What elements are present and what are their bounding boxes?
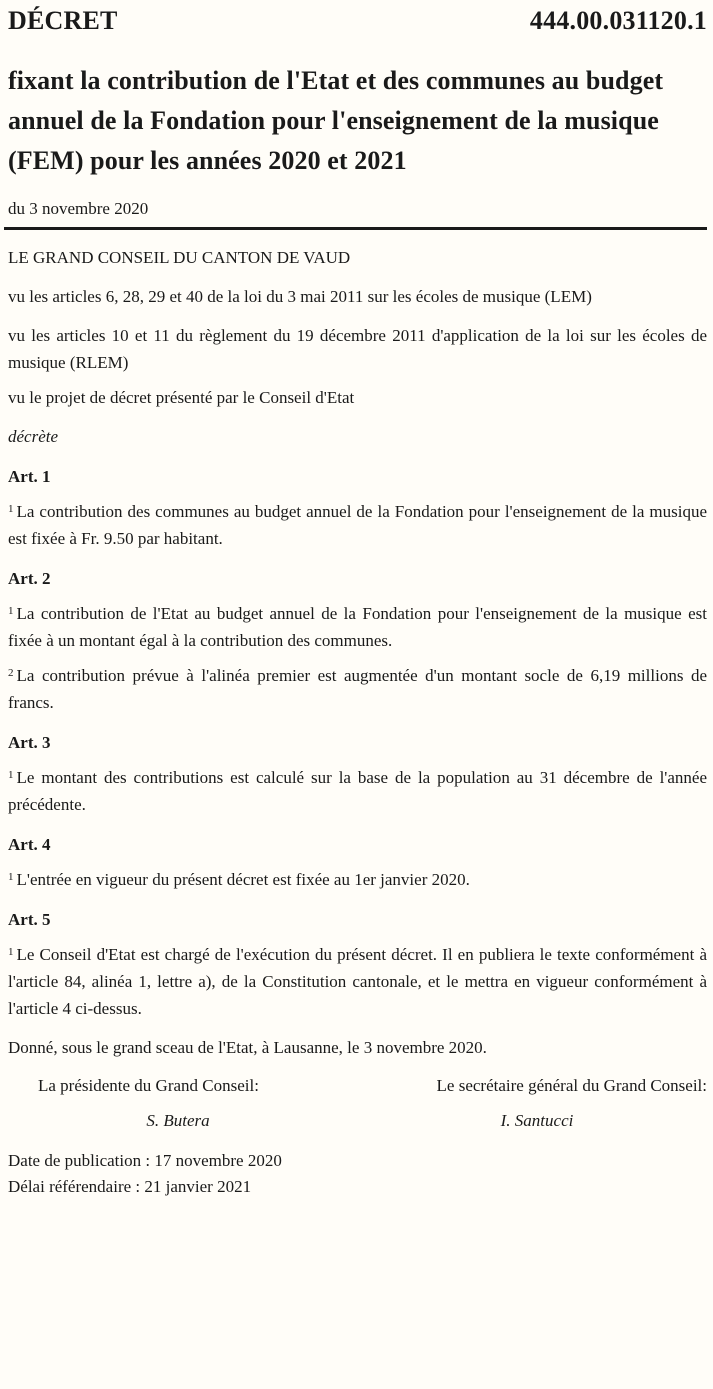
article-paragraph — [8, 764, 707, 818]
article-heading: Art. 5 — [8, 910, 51, 929]
article-paragraph — [8, 866, 707, 893]
paragraph-number: 1 — [8, 503, 14, 515]
paragraph-number: 1 — [8, 769, 14, 781]
preamble-vu-2: vu les articles 10 et 11 du règlement du 19 décembre 2011 d'application de la loi sur les écoles de musique (RLEM) — [8, 326, 707, 372]
paragraph-number: 1 — [8, 946, 14, 958]
paragraph-text: Le Conseil d'Etat est chargé de l'exécution du présent décret. Il en publiera le texte conformément à l'article 84, alinéa 1, lettre a), de la Constitution cantonale, et le mettra en vigueur conformément à l'article 4 ci-dessus. — [8, 945, 707, 1018]
paragraph-text: Le montant des contributions est calculé sur la base de la population au 31 décembre de l'année précédente. — [8, 768, 707, 814]
publication-date: Date de publication : 17 novembre 2020 — [8, 1151, 282, 1170]
article-heading: Art. 2 — [8, 569, 51, 588]
signature-names — [8, 1107, 707, 1134]
decrete-word: décrète — [8, 427, 59, 446]
article-heading: Art. 1 — [8, 467, 51, 486]
paragraph-number: 1 — [8, 871, 14, 883]
document-date: du 3 novembre 2020 — [8, 199, 149, 218]
document-number: 444.00.031120.1 — [529, 6, 707, 35]
document-title: fixant la contribution de l'Etat et des communes au budget annuel de la Fondation pour l'enseignement de la musique (FEM) pour les années 2020 et 2021 — [8, 66, 664, 175]
publication-info — [8, 1148, 707, 1200]
document-type: DÉCRET — [8, 6, 118, 35]
article-paragraph — [8, 941, 707, 1022]
president-role: La présidente du Grand Conseil: — [38, 1076, 259, 1095]
article-heading: Art. 4 — [8, 835, 51, 854]
president-name: S. Butera — [146, 1111, 210, 1130]
paragraph-number: 2 — [8, 667, 14, 679]
header-divider — [4, 227, 707, 230]
referendum-deadline: Délai référendaire : 21 janvier 2021 — [8, 1177, 252, 1196]
article-heading: Art. 3 — [8, 733, 51, 752]
secretary-name: I. Santucci — [500, 1111, 574, 1130]
article-paragraph — [8, 498, 707, 552]
signature-roles — [8, 1072, 707, 1099]
paragraph-number: 1 — [8, 605, 14, 617]
paragraph-text: La contribution des communes au budget annuel de la Fondation pour l'enseignement de la musique est fixée à Fr. 9.50 par habitant. — [8, 502, 707, 548]
article-paragraph — [8, 600, 707, 654]
article-paragraph — [8, 662, 707, 716]
paragraph-text: La contribution prévue à l'alinéa premier est augmentée d'un montant socle de 6,19 millions de francs. — [8, 666, 707, 712]
authority: LE GRAND CONSEIL DU CANTON DE VAUD — [8, 248, 351, 267]
given-statement: Donné, sous le grand sceau de l'Etat, à Lausanne, le 3 novembre 2020. — [8, 1038, 487, 1057]
secretary-role: Le secrétaire général du Grand Conseil: — [436, 1076, 707, 1095]
document-header — [8, 0, 707, 58]
paragraph-text: La contribution de l'Etat au budget annuel de la Fondation pour l'enseignement de la musique est fixée à un montant égal à la contribution des communes. — [8, 604, 707, 650]
paragraph-text: L'entrée en vigueur du présent décret est fixée au 1er janvier 2020. — [16, 870, 470, 889]
preamble-vu-1: vu les articles 6, 28, 29 et 40 de la loi du 3 mai 2011 sur les écoles de musique (LEM) — [8, 287, 592, 306]
preamble-vu-3: vu le projet de décret présenté par le Conseil d'Etat — [8, 388, 355, 407]
